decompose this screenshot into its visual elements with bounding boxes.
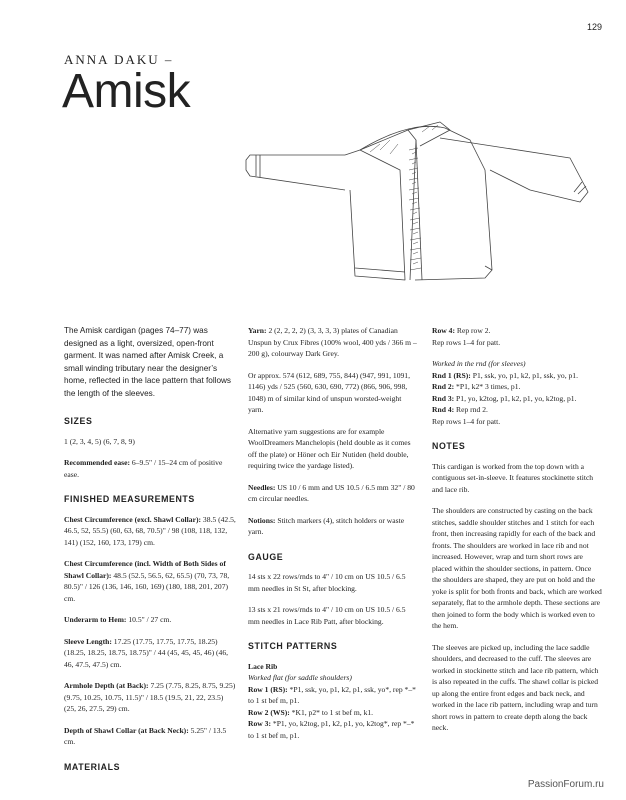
recommended-ease: Recommended ease: 6–9.5" / 15–24 cm of positive ease. (64, 458, 223, 479)
designer-name: ANNA DAKU – (64, 52, 174, 67)
chest-excl-collar: Chest Circumference (excl. Shawl Collar): 38.5 (42.5, 46.5, 52, 55.5) (60, 63, 68, 70.5)" / 98 (108, 118, 132, 141) (152, 160, 173, 179) cm. (64, 514, 236, 547)
notes-paragraph-3: The sleeves are picked up, including the lace saddle shoulders, and decreased to the cuff. The sleeves are worked in stockinette stitch and lace rib pattern, which is also repeated in the cuffs. The shawl collar is picked up along the entire front edges and back neck, and worked in the lace rib pattern, including wrap and turn short rows in pattern to create depth along the back neck. (432, 642, 599, 732)
column-right (432, 325, 602, 744)
column-left (64, 325, 236, 781)
gauge-heading: GAUGE (248, 551, 284, 562)
repeat-rnds: Rep rows 1–4 for patt. (432, 416, 501, 426)
page-number: 129 (586, 22, 602, 32)
rnd-1: Rnd 1 (RS): P1, ssk, yo, p1, k2, p1, ssk, yo, p1. (432, 370, 578, 380)
column-middle (248, 325, 418, 741)
row-3: Row 3: *P1, yo, k2tog, p1, k2, p1, yo, k2tog*, rep *–* to 1 st bef m, p1. (248, 719, 415, 740)
notes-paragraph-1: This cardigan is worked from the top down with a contiguous set-in-sleeve. It features stockinette stitch and lace rib. (432, 461, 594, 494)
rnd-2: Rnd 2: *P1, k2* 3 times, p1. (432, 382, 521, 391)
pattern-title: Amisk (62, 65, 191, 118)
yarn-info: Yarn: 2 (2, 2, 2, 2) (3, 3, 3, 3) plates of Canadian Unspun by Crux Fibres (100% wool, 400 yds / 366 m – 200 g), colourway Dark Grey. (248, 326, 417, 358)
sizes-heading: SIZES (64, 416, 93, 426)
row-4: Row 4: Rep row 2. (432, 326, 491, 335)
sizes-list: 1 (2, 3, 4, 5) (6, 7, 8, 9) (64, 436, 135, 446)
stitch-patterns-heading: STITCH PATTERNS (248, 641, 338, 651)
gauge-lace-rib: 13 sts x 21 rows/rnds to 4" / 10 cm on US 10.5 / 6.5 mm needles in Lace Rib Patt, after blocking. (248, 605, 406, 626)
repeat-rows: Rep rows 1–4 for patt. (432, 337, 501, 347)
armhole-depth: Armhole Depth (at Back): 7.25 (7.75, 8.25, 8.75, 9.25) (9.75, 10.25, 10.75, 11.5)" / 18.5 (19.5, 21, 22, 23.5) (25, 26, 27.5, 29) cm. (64, 681, 236, 713)
yarn-alternative-amount: Or approx. 574 (612, 689, 755, 844) (947, 991, 1091, 1146) yds / 525 (560, 630, 690, 772) (866, 906, 998, 1048) m of similar kind of unspun worsted-weight yarn. (248, 370, 410, 414)
yarn-suggestions: Alternative yarn suggestions are for example WoolDreamers Manchelopis (held double as it comes off the plate) or Höner och Eir Nutiden (held double, requiring twice the yardage listed). (248, 426, 411, 470)
lace-rib-title: Lace Rib (248, 661, 278, 671)
needles-info: Needles: US 10 / 6 mm and US 10.5 / 6.5 mm 32" / 80 cm circular needles. (248, 482, 415, 503)
sleeve-length: Sleeve Length: 17.25 (17.75, 17.75, 17.75, 18.25) (18.25, 18.25, 18.75, 18.75)" / 44 (45, 45, 45, 46) (46, 46, 47.5, 47.5) cm. (64, 636, 229, 669)
notions-info: Notions: Stitch markers (4), stitch holders or waste yarn. (248, 515, 405, 536)
row-2: Row 2 (WS): *K1, p2* to 1 st bef m, k1. (248, 707, 374, 717)
worked-flat-note: Worked flat (for saddle shoulders) (248, 673, 352, 682)
worked-rnd-note: Worked in the rnd (for sleeves) (432, 359, 526, 368)
gauge-stockinette: 14 sts x 22 rows/rnds to 4" / 10 cm on US 10.5 / 6.5 mm needles in St St, after blocking. (248, 572, 406, 593)
materials-heading: MATERIALS (64, 761, 121, 772)
notes-heading: NOTES (432, 441, 466, 451)
underarm-to-hem: Underarm to Hem: 10.5" / 27 cm. (64, 615, 172, 624)
finished-measurements-heading: FINISHED MEASUREMENTS (64, 494, 195, 504)
rnd-3: Rnd 3: P1, yo, k2tog, p1, k2, p1, yo, k2tog, p1. (432, 393, 577, 403)
intro-paragraph: The Amisk cardigan (pages 74–77) was designed as a light, oversized, open-front garment. It was named after Amisk Creek, a small winding tributary near the designer’s home, reflected in the lace pattern that follows the length of the sleeves. (64, 326, 232, 398)
collar-depth: Depth of Shawl Collar (at Back Neck): 5.25" / 13.5 cm. (64, 725, 227, 746)
notes-paragraph-2: The shoulders are constructed by casting on the back stitches, saddle shoulder stitches and 1 stitch for each front, then increasing rapidly for each of the back and fronts. The shoulders are worked in lace rib and not increased. However, wrap and turn short rows are placed within the shoulder sections, in pattern. Once the shoulders are shaped, they are put on hold and the yoke is split for both fronts and back, which are worked separately, flat to the armhole depth. These sections are then joined to form the body which is worked even to the hem. (432, 506, 602, 630)
watermark: PassionForum.ru (527, 779, 604, 790)
rnd-4: Rnd 4: Rep rnd 2. (432, 405, 488, 414)
cardigan-illustration (240, 110, 610, 290)
row-1: Row 1 (RS): *P1, ssk, yo, p1, k2, p1, ssk, yo*, rep *–* to 1 st bef m, p1. (248, 684, 416, 705)
chest-incl-collar: Chest Circumference (incl. Width of Both Sides of Shawl Collar): 48.5 (52.5, 56.5, 62, 65.5) (70, 73, 78, 80.5)" / 126 (136, 146, 160, 169) (180, 188, 201, 207) cm. (64, 559, 230, 603)
